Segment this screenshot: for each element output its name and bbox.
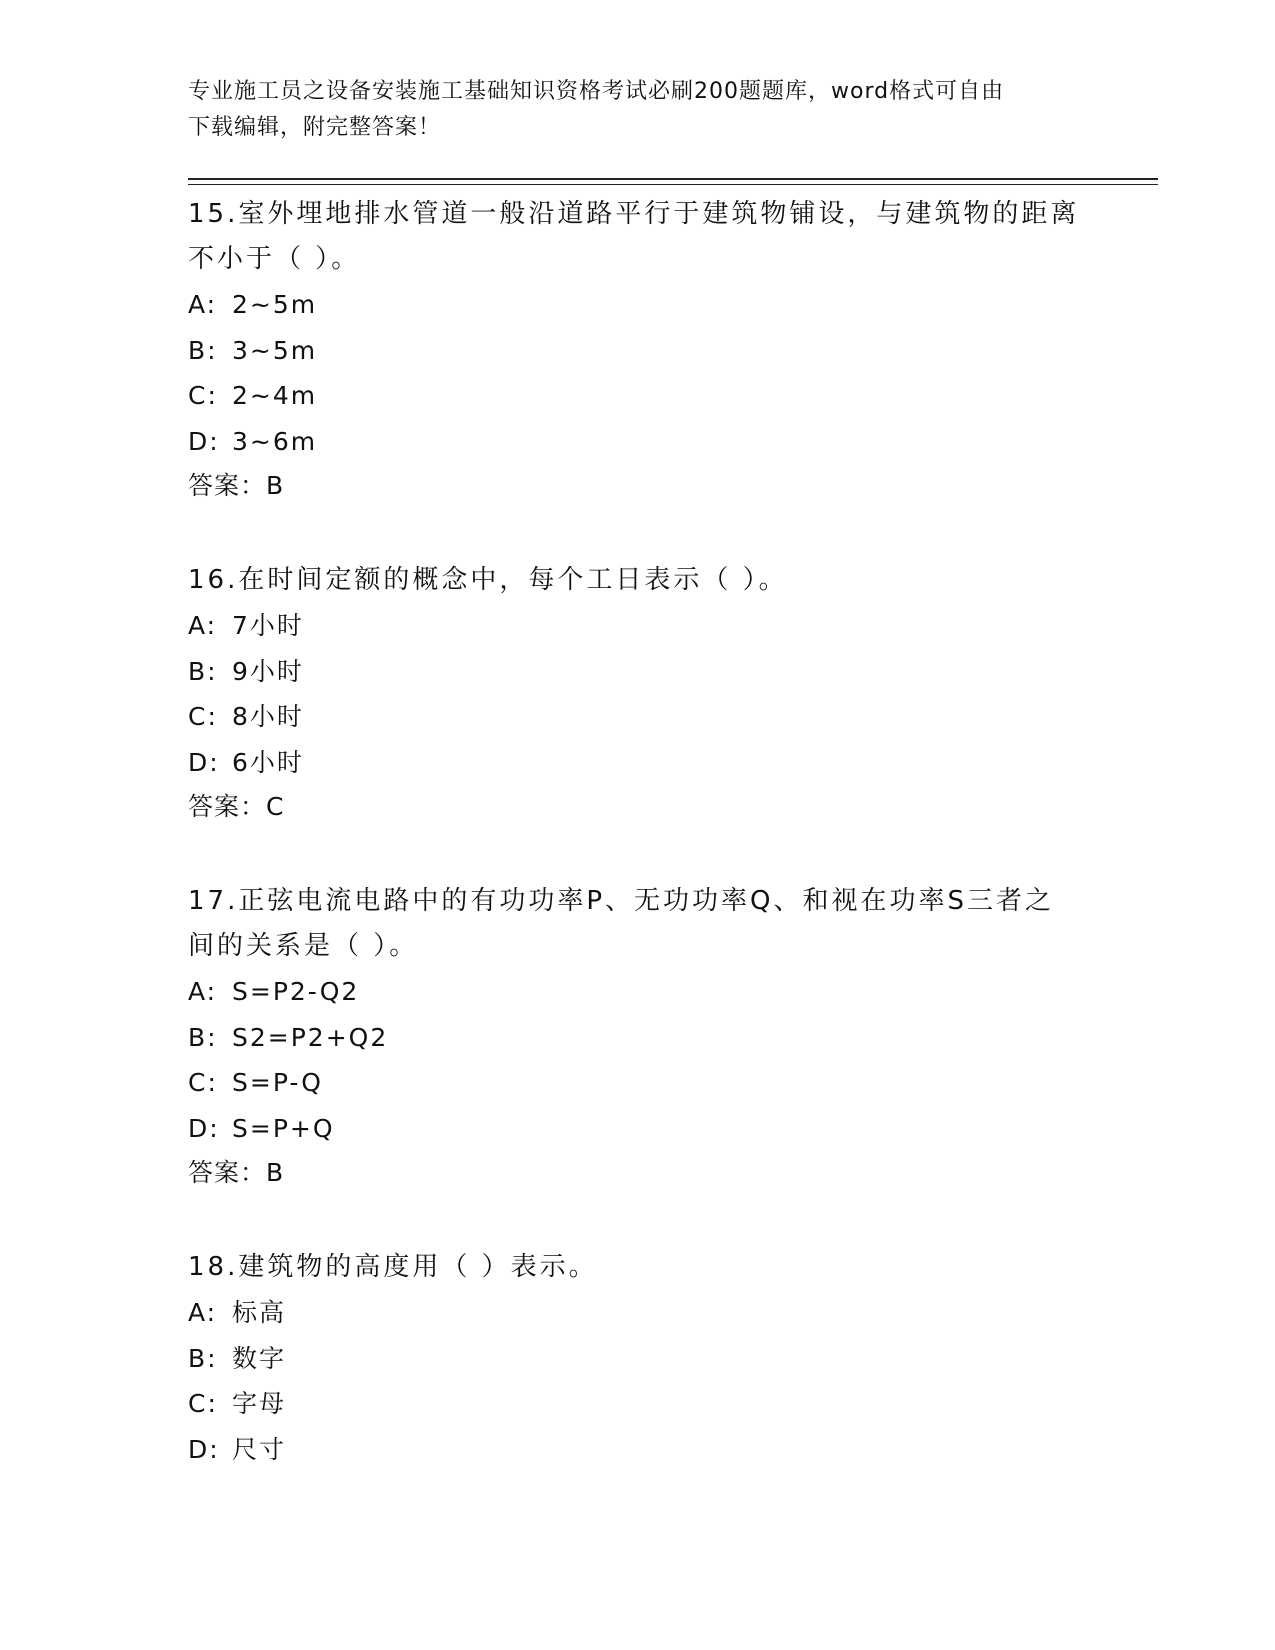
question-stem-line-1: 16.在时间定额的概念中，每个工日表示（ ）。	[188, 565, 788, 595]
answer-label: 答案：C	[188, 792, 285, 821]
option-text: 标高	[232, 1298, 287, 1327]
option-d	[188, 1106, 1088, 1152]
option-b	[188, 649, 1088, 695]
option-c	[188, 694, 1088, 740]
question-17	[188, 877, 1088, 1195]
option-a	[188, 282, 1088, 328]
question-18	[188, 1243, 1088, 1472]
option-d	[188, 1427, 1088, 1473]
option-text: 2~5m	[232, 290, 318, 319]
option-text: 3~6m	[232, 426, 318, 456]
question-stem-line-2: 间的关系是（ ）。	[188, 931, 419, 961]
question-gap	[188, 829, 1088, 877]
option-d	[188, 740, 1088, 786]
option-a	[188, 603, 1088, 649]
option-text: 2~4m	[232, 381, 318, 410]
option-text: 3~5m	[232, 335, 318, 365]
option-text: S2=P2+Q2	[232, 1022, 389, 1052]
option-text: 尺寸	[232, 1434, 287, 1464]
option-letter: C:	[188, 381, 218, 410]
option-letter: B:	[188, 1022, 218, 1052]
option-letter: B:	[188, 656, 218, 686]
option-letter: C:	[188, 702, 218, 731]
answer-label: 答案：B	[188, 1158, 285, 1187]
option-letter: A:	[188, 977, 218, 1006]
header-line-1: 专业施工员之设备安装施工基础知识资格考试必刷200题题库，word格式可自由	[188, 79, 1005, 104]
option-a	[188, 1290, 1088, 1336]
answer-label: 答案：B	[188, 471, 285, 500]
question-15	[188, 190, 1088, 508]
option-letter: D:	[188, 426, 220, 456]
option-letter: B:	[188, 1343, 218, 1373]
question-gap	[188, 508, 1088, 556]
option-letter: C:	[188, 1068, 218, 1097]
option-letter: A:	[188, 611, 218, 640]
option-text: 6小时	[232, 747, 304, 777]
option-d	[188, 419, 1088, 465]
option-letter: B:	[188, 335, 218, 365]
question-stem	[188, 877, 1088, 969]
option-text: 数字	[232, 1343, 287, 1373]
question-stem	[188, 556, 1088, 603]
question-stem-line-1: 18.建筑物的高度用（ ）表示。	[188, 1252, 598, 1282]
option-c	[188, 1381, 1088, 1427]
question-list	[188, 190, 1088, 1472]
option-text: S=P+Q	[232, 1113, 335, 1143]
option-text: 8小时	[232, 702, 304, 731]
option-b	[188, 1336, 1088, 1382]
option-text: 7小时	[232, 611, 304, 640]
question-stem-line-2: 不小于（ ）。	[188, 244, 361, 274]
question-stem-line-1: 17.正弦电流电路中的有功功率P、无功功率Q、和视在功率S三者之	[188, 886, 1054, 916]
option-letter: D:	[188, 1113, 220, 1143]
option-a	[188, 969, 1088, 1015]
option-letter: A:	[188, 290, 218, 319]
option-text: S=P2-Q2	[232, 977, 360, 1006]
header-divider-thin	[188, 184, 1158, 185]
option-b	[188, 1015, 1088, 1061]
option-letter: A:	[188, 1298, 218, 1327]
option-c	[188, 373, 1088, 419]
option-c	[188, 1060, 1088, 1106]
option-letter: C:	[188, 1389, 218, 1418]
question-16	[188, 556, 1088, 829]
document-header	[188, 74, 1088, 146]
option-letter: D:	[188, 747, 220, 777]
header-divider-thick	[188, 178, 1158, 180]
question-stem-line-1: 15.室外埋地排水管道一般沿道路平行于建筑物铺设，与建筑物的距离	[188, 199, 1080, 229]
option-letter: D:	[188, 1434, 220, 1464]
option-text: 字母	[232, 1389, 287, 1418]
option-text: 9小时	[232, 656, 304, 686]
question-stem	[188, 1243, 1088, 1290]
option-text: S=P-Q	[232, 1068, 323, 1097]
question-gap	[188, 1195, 1088, 1243]
option-b	[188, 328, 1088, 374]
header-line-2: 下载编辑，附完整答案！	[188, 115, 442, 140]
question-stem	[188, 190, 1088, 282]
